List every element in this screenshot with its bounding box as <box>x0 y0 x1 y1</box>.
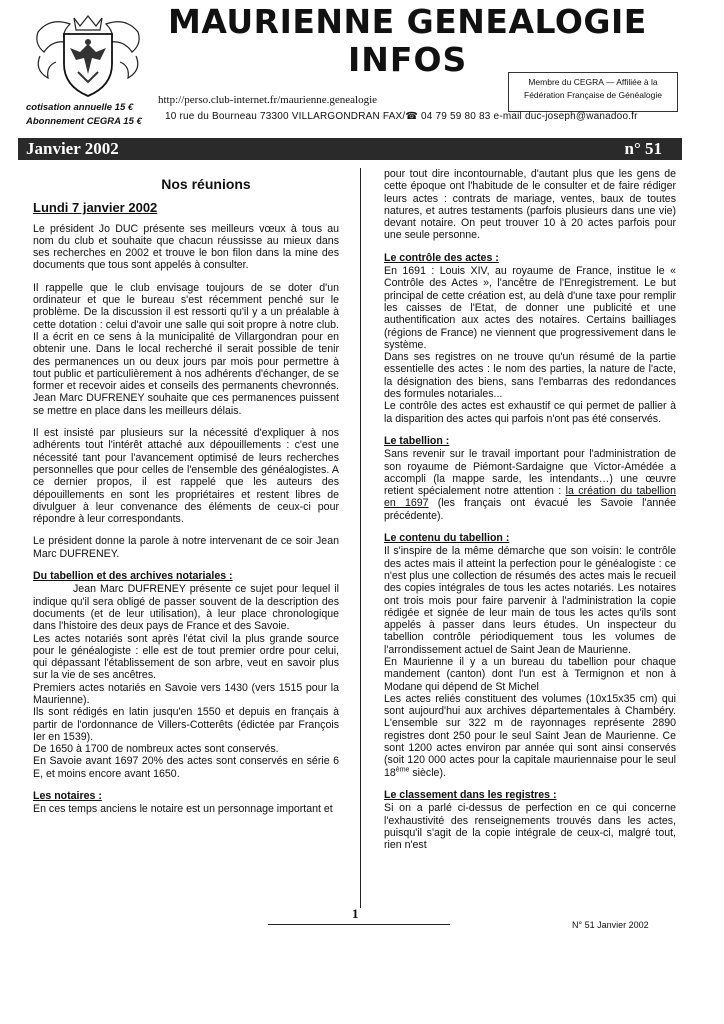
paragraph: Jean Marc DUFRENEY présente ce sujet pour lequel il indique qu'il sera obligé de passer souvent de la description des documents (et de leur utilisation), à leur place chronologique dans l'histoire des deux pays de France et des Savoie. <box>33 583 339 633</box>
text-run: siècle). <box>409 766 446 779</box>
subheading: Du tabellion et des archives notariales : <box>33 570 233 583</box>
paragraph: En Maurienne il y a un bureau du tabellion pour chaque mandement (canton) dont l'un est à Termignon et non à Modane qui dépend de St Michel <box>384 655 676 693</box>
subheading: Le tabellion : <box>384 434 450 447</box>
paragraph: Dans ses registres on ne trouve qu'un résumé de la partie essentielle des actes : le nom des parties, la nature de l'acte, la désignation des biens, sans l'embarras des redondances des formules notariales... <box>384 351 676 401</box>
newsletter-title: MAURIENNE GENEALOGIE <box>168 2 647 41</box>
contact-address: 10 rue du Bourneau 73300 VILLARGONDRAN FAX/☎ 04 79 59 80 83 e-mail duc-joseph@wanadoo.fr <box>165 111 638 122</box>
website-url[interactable]: http://perso.club-internet.fr/maurienne.genealogie <box>158 94 378 106</box>
paragraph: En Savoie avant 1697 20% des actes sont conservés en série 6 E, et moins encore avant 1650. <box>33 755 339 780</box>
subscription-info <box>26 101 142 129</box>
abonnement-line: Abonnement CEGRA 15 € <box>26 116 142 127</box>
paragraph: Le contrôle des actes est exhaustif ce qui permet de pallier à la disparition des actes qui parfois n'ont pas été conservés. <box>384 400 676 425</box>
paragraph <box>384 448 676 522</box>
paragraph <box>384 693 676 779</box>
right-column <box>384 168 676 851</box>
subheading: Le contrôle des actes : <box>384 251 499 264</box>
cotisation-line: cotisation annuelle 15 € <box>26 102 134 113</box>
paragraph: Il rappelle que le club envisage toujours de se doter d'un ordinateur et que le bureau s'est récemment penché sur le problème. De la discussion il est ressorti qu'il y a un préalable à cette dotation : celui d'avoir une salle qui soit propre à notre club. Il a écrit en ce sens à la municipalité de Villargondran pour en obtenir une. Dans le local recherché il serait possible de tenir des permanences un ou deux jours par mois pour permettre à tout public et particulièrement à nos adhérents d'échanger, de se former et recevoir aides et conseils des permanents chevronnés. Jean Marc DUFRENEY souhaite que ces permanences puissent se mettre en place dans les meilleurs délais. <box>33 281 339 417</box>
paragraph: Ils sont rédigés en latin jusqu'en 1550 et depuis en français à partir de l'ordonnance de Villers-Cotterêts (édictée par François Ier en 1539). <box>33 706 339 743</box>
column-divider <box>360 168 361 908</box>
paragraph: De 1650 à 1700 de nombreux actes sont conservés. <box>33 743 279 756</box>
footer-issue-note: N° 51 Janvier 2002 <box>572 920 649 930</box>
meeting-date-heading: Lundi 7 janvier 2002 <box>33 200 158 216</box>
tabellion-creation-text: la création du tabellion en 1697 <box>384 485 676 510</box>
text-run: Sans revenir sur le travail important pour l'administration de son royaume de Piémont-Sardaigne que Victor-Amédée a accompli (la mappe sarde, les intendants…) une œuvre retient spécialement notre attention : <box>384 448 676 498</box>
paragraph: En 1691 : Louis XIV, au royaume de France, institue le « Contrôle des Actes », l'ancêtre de l'Enregistrement. Le but principal de cette création est, au delà d'une taxe pour remplir les caisses de l'Etat, de donner une publicité et une authentification aux actes des notaires. Certains bailliages (régions de France) ne viennent que progressivement dans le système. <box>384 265 676 351</box>
issue-number: n° 51 <box>624 139 662 158</box>
subheading: Les notaires : <box>33 790 102 803</box>
newsletter-subtitle: INFOS <box>348 40 468 79</box>
membership-line-2: Fédération Française de Généalogie <box>524 90 662 100</box>
paragraph: Si on a parlé ci-dessus de perfection en ce qui concerne l'exhaustivité des renseignements trouvés dans les actes, puisqu'il s'agit de la copie intégrale de ceux-ci, malgré tout, rien n'est <box>384 802 676 852</box>
paragraph: Les actes notariés sont après l'état civil la plus grande source pour le généalogiste : elle est de tout premier ordre pour celui, qui dépassant l'établissement de son arbre, veut en savoir plus sur la vie de ses ancêtres. <box>33 632 339 682</box>
subheading: Le contenu du tabellion : <box>384 532 510 545</box>
membership-line-1: Membre du CEGRA — Affiliée à la <box>528 77 658 87</box>
membership-box <box>508 72 678 112</box>
paragraph: Premiers actes notariés en Savoie vers 1430 (vers 1515 pour la Maurienne). <box>33 681 339 706</box>
coat-of-arms-logo <box>30 12 146 98</box>
paragraph: En ces temps anciens le notaire est un personnage important et <box>33 803 333 816</box>
subheading: Le classement dans les registres : <box>384 788 557 801</box>
issue-banner <box>18 138 682 160</box>
footer-rule <box>268 924 450 925</box>
superscript: ème <box>395 766 410 774</box>
text-run: Les actes reliés constituent des volumes (10x15x35 cm) qui sont aujourd'hui aux archives départementales à Chambéry. L'ensemble sur 322 m de rayonnages représente 2890 registres dont 250 pour le seul Saint Jean de Maurienne. Ce sont 1200 actes environ par année qui sont ainsi conservés (soit 120 000 actes pour la capitale mauriennaise pour le seul 18 <box>384 692 676 779</box>
section-title: Nos réunions <box>161 176 251 192</box>
left-column <box>33 178 339 816</box>
text-run: (les français ont évacué les Savoie l'année précédente). <box>384 497 676 522</box>
paragraph: Le président Jo DUC présente ses meilleurs vœux à tous au nom du club et souhaite que chacun réussisse au mieux dans ses recherches en 2002 et trouve le bon filon dans la mine des documents que tous sont appelés à consulter. <box>33 222 339 272</box>
issue-date: Janvier 2002 <box>26 139 119 158</box>
paragraph: Il est insisté par plusieurs sur la nécessité d'expliquer à nos adhérents tout l'intérêt attaché aux dépouillements : c'est une nécessité tant pour l'avancement optimisé de leurs recherches personnelles que pour celles de l'ensemble des généalogistes. A ce dernier propos, il est rappelé que les auteurs des dépouillements en sont les propriétaires et restent libres de divulguer à leur convenance des éléments de ceux-ci pour répondre à leur correspondants. <box>33 427 339 526</box>
paragraph: Le président donne la parole à notre intervenant de ce soir Jean Marc DUFRENEY. <box>33 535 339 560</box>
paragraph: pour tout dire incontournable, d'autant plus que les gens de cette époque ont l'habitude de le consulter et de faire rédiger leurs actes : contrats de mariage, ventes, baux de toutes natures, et autres testaments (parfois plusieurs dans une vie) devant notaire. On peut trouver 10 à 20 actes parfois pour une seule personne. <box>384 168 676 242</box>
paragraph: Il s'inspire de la même démarche que son voisin: le contrôle des actes mais il atteint la perfection pour le généalogiste : ce n'est plus une collection de résumés des actes mais le recueil des copies intégrales de tous les actes notariés. Les notaires ont trois mois pour faire parvenir à l'administration la copie rédigée et signée de leur main de tous les actes qu'ils sont appelés à passer dans leurs études. Un inspecteur du tabellion contrôle périodiquement tous les volumes de l'arrondissement actuel de Saint Jean de Maurienne. <box>384 545 676 656</box>
page-number: 1 <box>352 906 359 921</box>
